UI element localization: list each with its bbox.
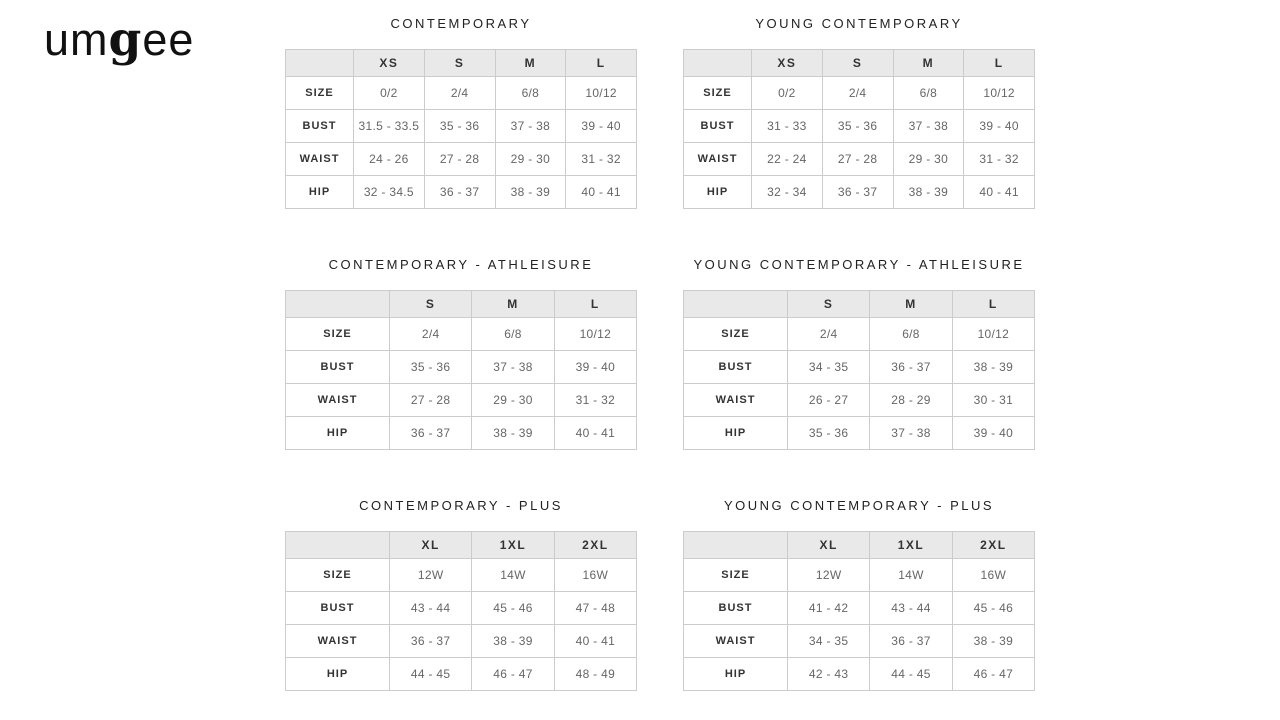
table-row: [684, 318, 1035, 351]
measurement-value: 37 - 38: [495, 110, 566, 143]
measurement-value: 0/2: [752, 77, 823, 110]
table-row: [684, 625, 1035, 658]
measurement-value: 32 - 34: [752, 176, 823, 209]
measurement-value: 6/8: [870, 318, 952, 351]
column-header: XS: [752, 50, 823, 77]
chart-title: YOUNG CONTEMPORARY - PLUS: [723, 498, 995, 513]
size-table: [683, 49, 1035, 209]
measurement-value: 22 - 24: [752, 143, 823, 176]
measurement-value: 27 - 28: [822, 143, 893, 176]
size-tables-grid: [285, 16, 1037, 691]
table-row: [684, 110, 1035, 143]
measurement-value: 14W: [870, 559, 952, 592]
size-chart-section: [683, 257, 1035, 450]
row-label: WAIST: [286, 384, 390, 417]
size-chart-section: [683, 498, 1035, 691]
measurement-value: 6/8: [893, 77, 964, 110]
measurement-value: 6/8: [472, 318, 554, 351]
table-row: [286, 110, 637, 143]
measurement-value: 28 - 29: [870, 384, 952, 417]
table-row: [286, 592, 637, 625]
measurement-value: 46 - 47: [472, 658, 554, 691]
table-row: [684, 143, 1035, 176]
measurement-value: 35 - 36: [390, 351, 472, 384]
header-row: [684, 532, 1035, 559]
size-chart-section: [285, 498, 637, 691]
header-row: [684, 291, 1035, 318]
table-row: [684, 592, 1035, 625]
measurement-value: 38 - 39: [893, 176, 964, 209]
row-label: SIZE: [286, 318, 390, 351]
measurement-value: 44 - 45: [870, 658, 952, 691]
corner-cell: [684, 291, 788, 318]
measurement-value: 47 - 48: [554, 592, 636, 625]
table-row: [286, 625, 637, 658]
row-label: WAIST: [684, 625, 788, 658]
chart-title: CONTEMPORARY - ATHLEISURE: [328, 257, 594, 272]
measurement-value: 10/12: [952, 318, 1034, 351]
measurement-value: 31 - 33: [752, 110, 823, 143]
row-label: WAIST: [684, 143, 752, 176]
table-row: [286, 318, 637, 351]
measurement-value: 29 - 30: [495, 143, 566, 176]
measurement-value: 24 - 26: [354, 143, 425, 176]
measurement-value: 39 - 40: [566, 110, 637, 143]
measurement-value: 0/2: [354, 77, 425, 110]
column-header: S: [390, 291, 472, 318]
measurement-value: 27 - 28: [424, 143, 495, 176]
chart-title: YOUNG CONTEMPORARY - ATHLEISURE: [693, 257, 1025, 272]
measurement-value: 29 - 30: [893, 143, 964, 176]
header-row: [286, 291, 637, 318]
corner-cell: [684, 50, 752, 77]
row-label: HIP: [684, 417, 788, 450]
row-label: HIP: [286, 658, 390, 691]
row-label: WAIST: [286, 625, 390, 658]
table-row: [286, 417, 637, 450]
size-table: [285, 290, 637, 450]
size-chart-section: [683, 16, 1035, 209]
measurement-value: 10/12: [964, 77, 1035, 110]
measurement-value: 2/4: [390, 318, 472, 351]
column-header: S: [424, 50, 495, 77]
column-header: XS: [354, 50, 425, 77]
measurement-value: 31.5 - 33.5: [354, 110, 425, 143]
corner-cell: [684, 532, 788, 559]
column-header: L: [964, 50, 1035, 77]
table-row: [684, 658, 1035, 691]
table-row: [684, 417, 1035, 450]
measurement-value: 36 - 37: [822, 176, 893, 209]
measurement-value: 2/4: [424, 77, 495, 110]
measurement-value: 39 - 40: [964, 110, 1035, 143]
row-label: HIP: [684, 176, 752, 209]
measurement-value: 41 - 42: [788, 592, 870, 625]
measurement-value: 46 - 47: [952, 658, 1034, 691]
measurement-value: 30 - 31: [952, 384, 1034, 417]
measurement-value: 31 - 32: [566, 143, 637, 176]
measurement-value: 16W: [554, 559, 636, 592]
table-row: [684, 384, 1035, 417]
measurement-value: 12W: [390, 559, 472, 592]
measurement-value: 35 - 36: [822, 110, 893, 143]
measurement-value: 43 - 44: [870, 592, 952, 625]
measurement-value: 39 - 40: [554, 351, 636, 384]
column-header: M: [870, 291, 952, 318]
measurement-value: 35 - 36: [788, 417, 870, 450]
row-label: WAIST: [286, 143, 354, 176]
table-row: [684, 351, 1035, 384]
measurement-value: 45 - 46: [952, 592, 1034, 625]
chart-title: CONTEMPORARY: [390, 16, 532, 31]
row-label: SIZE: [286, 559, 390, 592]
row-label: BUST: [684, 351, 788, 384]
corner-cell: [286, 50, 354, 77]
measurement-value: 2/4: [822, 77, 893, 110]
table-row: [684, 176, 1035, 209]
measurement-value: 38 - 39: [472, 417, 554, 450]
measurement-value: 6/8: [495, 77, 566, 110]
row-label: SIZE: [684, 318, 788, 351]
size-table: [285, 531, 637, 691]
measurement-value: 2/4: [788, 318, 870, 351]
column-header: L: [554, 291, 636, 318]
measurement-value: 37 - 38: [870, 417, 952, 450]
table-row: [684, 559, 1035, 592]
column-header: M: [893, 50, 964, 77]
measurement-value: 43 - 44: [390, 592, 472, 625]
measurement-value: 31 - 32: [964, 143, 1035, 176]
chart-title: CONTEMPORARY - PLUS: [359, 498, 563, 513]
measurement-value: 48 - 49: [554, 658, 636, 691]
measurement-value: 36 - 37: [390, 625, 472, 658]
measurement-value: 45 - 46: [472, 592, 554, 625]
column-header: M: [472, 291, 554, 318]
row-label: BUST: [286, 110, 354, 143]
measurement-value: 32 - 34.5: [354, 176, 425, 209]
column-header: S: [822, 50, 893, 77]
size-chart-section: [285, 257, 637, 450]
header-row: [286, 532, 637, 559]
measurement-value: 40 - 41: [554, 625, 636, 658]
measurement-value: 37 - 38: [893, 110, 964, 143]
row-label: HIP: [684, 658, 788, 691]
chart-title: YOUNG CONTEMPORARY: [755, 16, 963, 31]
header-row: [286, 50, 637, 77]
measurement-value: 29 - 30: [472, 384, 554, 417]
measurement-value: 38 - 39: [952, 351, 1034, 384]
table-row: [286, 658, 637, 691]
measurement-value: 34 - 35: [788, 625, 870, 658]
column-header: M: [495, 50, 566, 77]
measurement-value: 14W: [472, 559, 554, 592]
table-row: [684, 77, 1035, 110]
column-header: XL: [390, 532, 472, 559]
measurement-value: 36 - 37: [390, 417, 472, 450]
size-table: [683, 290, 1035, 450]
column-header: L: [566, 50, 637, 77]
measurement-value: 26 - 27: [788, 384, 870, 417]
measurement-value: 31 - 32: [554, 384, 636, 417]
logo-text-ee: ee: [142, 14, 195, 65]
column-header: 1XL: [472, 532, 554, 559]
table-row: [286, 559, 637, 592]
row-label: BUST: [684, 110, 752, 143]
measurement-value: 36 - 37: [870, 625, 952, 658]
measurement-value: 36 - 37: [424, 176, 495, 209]
table-row: [286, 351, 637, 384]
row-label: SIZE: [684, 559, 788, 592]
measurement-value: 27 - 28: [390, 384, 472, 417]
measurement-value: 37 - 38: [472, 351, 554, 384]
measurement-value: 39 - 40: [952, 417, 1034, 450]
measurement-value: 38 - 39: [952, 625, 1034, 658]
size-table: [285, 49, 637, 209]
measurement-value: 38 - 39: [495, 176, 566, 209]
measurement-value: 38 - 39: [472, 625, 554, 658]
measurement-value: 35 - 36: [424, 110, 495, 143]
column-header: 2XL: [952, 532, 1034, 559]
header-row: [684, 50, 1035, 77]
measurement-value: 16W: [952, 559, 1034, 592]
logo-text-um: um: [44, 14, 109, 65]
measurement-value: 40 - 41: [566, 176, 637, 209]
row-label: BUST: [286, 592, 390, 625]
row-label: WAIST: [684, 384, 788, 417]
measurement-value: 40 - 41: [964, 176, 1035, 209]
measurement-value: 40 - 41: [554, 417, 636, 450]
column-header: XL: [788, 532, 870, 559]
row-label: BUST: [286, 351, 390, 384]
brand-logo: [44, 12, 195, 67]
table-row: [286, 176, 637, 209]
row-label: SIZE: [684, 77, 752, 110]
row-label: BUST: [684, 592, 788, 625]
measurement-value: 44 - 45: [390, 658, 472, 691]
measurement-value: 36 - 37: [870, 351, 952, 384]
table-row: [286, 384, 637, 417]
column-header: 2XL: [554, 532, 636, 559]
size-table: [683, 531, 1035, 691]
size-chart-section: [285, 16, 637, 209]
column-header: L: [952, 291, 1034, 318]
measurement-value: 34 - 35: [788, 351, 870, 384]
row-label: HIP: [286, 417, 390, 450]
table-row: [286, 77, 637, 110]
measurement-value: 10/12: [566, 77, 637, 110]
corner-cell: [286, 291, 390, 318]
row-label: SIZE: [286, 77, 354, 110]
measurement-value: 42 - 43: [788, 658, 870, 691]
table-row: [286, 143, 637, 176]
measurement-value: 10/12: [554, 318, 636, 351]
column-header: 1XL: [870, 532, 952, 559]
measurement-value: 12W: [788, 559, 870, 592]
logo-text-g: g: [108, 12, 143, 67]
row-label: HIP: [286, 176, 354, 209]
column-header: S: [788, 291, 870, 318]
corner-cell: [286, 532, 390, 559]
